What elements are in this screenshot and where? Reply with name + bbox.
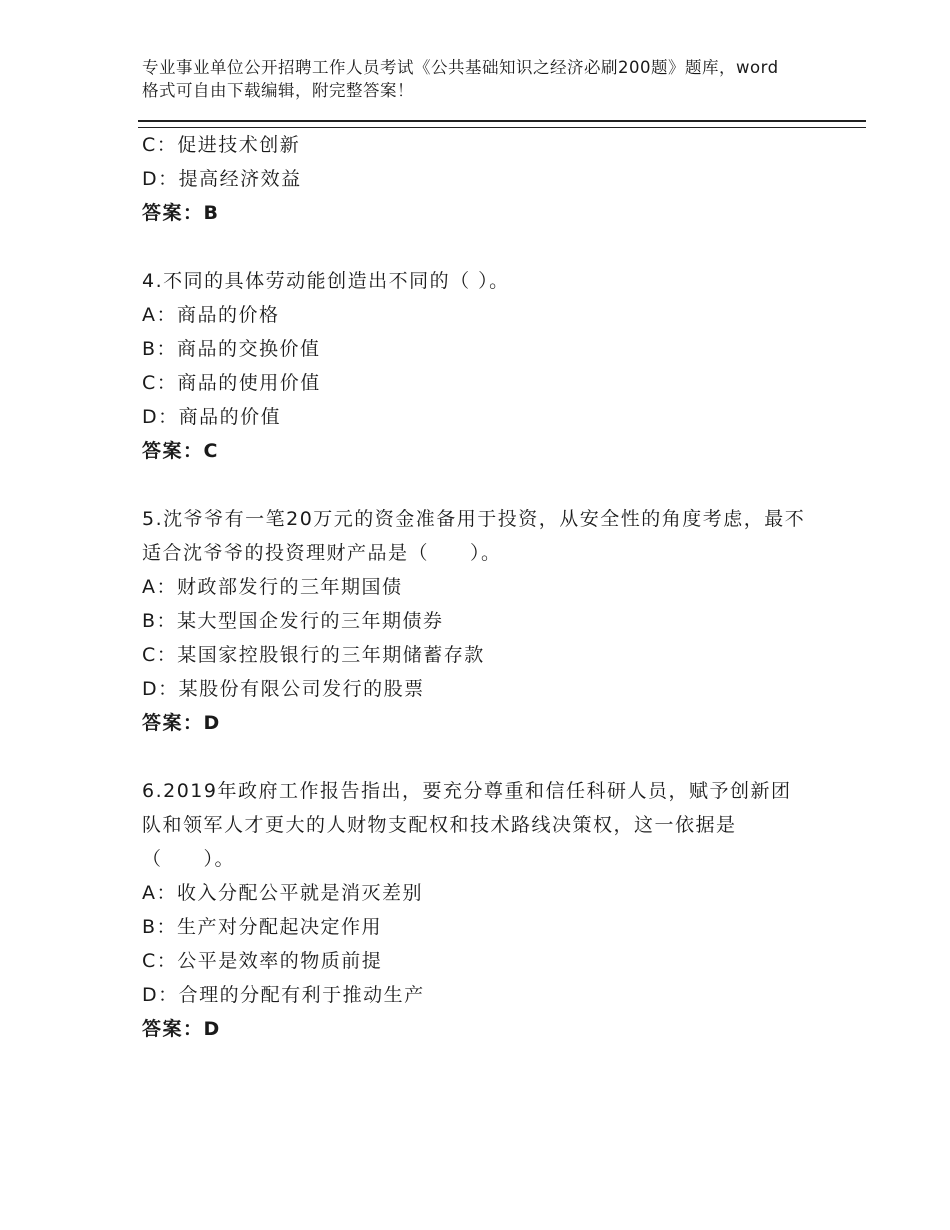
question-3-option-c: C：促进技术创新 (142, 134, 301, 156)
question-3-answer: 答案：B (142, 202, 220, 224)
question-4-option-d: D：商品的价值 (142, 406, 282, 428)
question-4-option-c: C：商品的使用价值 (142, 372, 321, 394)
question-5-option-c: C：某国家控股银行的三年期储蓄存款 (142, 644, 485, 666)
spacer (142, 740, 842, 774)
question-4-option-b: B：商品的交换价值 (142, 338, 321, 360)
document-header (142, 56, 782, 102)
question-6 (142, 774, 842, 1046)
question-list (142, 128, 842, 1046)
question-6-option-a: A：收入分配公平就是消灭差别 (142, 882, 423, 904)
question-3-option-d: D：提高经济效益 (142, 168, 302, 190)
header-title: 专业事业单位公开招聘工作人员考试《公共基础知识之经济必刷200题》题库，word格式可自由下载编辑，附完整答案！ (142, 58, 779, 100)
question-5-option-d: D：某股份有限公司发行的股票 (142, 678, 425, 700)
question-6-stem: 6.2019年政府工作报告指出，要充分尊重和信任科研人员，赋予创新团队和领军人才更大的人财物支配权和技术路线决策权，这一依据是（ ）。 (142, 780, 792, 870)
question-4-answer: 答案：C (142, 440, 219, 462)
question-5 (142, 502, 842, 740)
question-5-option-a: A：财政部发行的三年期国债 (142, 576, 403, 598)
header-divider (138, 120, 866, 128)
question-5-answer: 答案：D (142, 712, 221, 734)
question-6-option-d: D：合理的分配有利于推动生产 (142, 984, 425, 1006)
question-6-option-b: B：生产对分配起决定作用 (142, 916, 383, 938)
spacer (142, 468, 842, 502)
question-4-stem: 4.不同的具体劳动能创造出不同的（ ）。 (142, 270, 510, 292)
spacer (142, 230, 842, 264)
question-5-stem: 5.沈爷爷有一笔20万元的资金准备用于投资，从安全性的角度考虑，最不适合沈爷爷的投资理财产品是（ ）。 (142, 508, 806, 564)
question-5-option-b: B：某大型国企发行的三年期债券 (142, 610, 444, 632)
question-3 (142, 128, 842, 230)
question-4-option-a: A：商品的价格 (142, 304, 280, 326)
question-6-option-c: C：公平是效率的物质前提 (142, 950, 383, 972)
question-6-answer: 答案：D (142, 1018, 221, 1040)
question-4 (142, 264, 842, 468)
